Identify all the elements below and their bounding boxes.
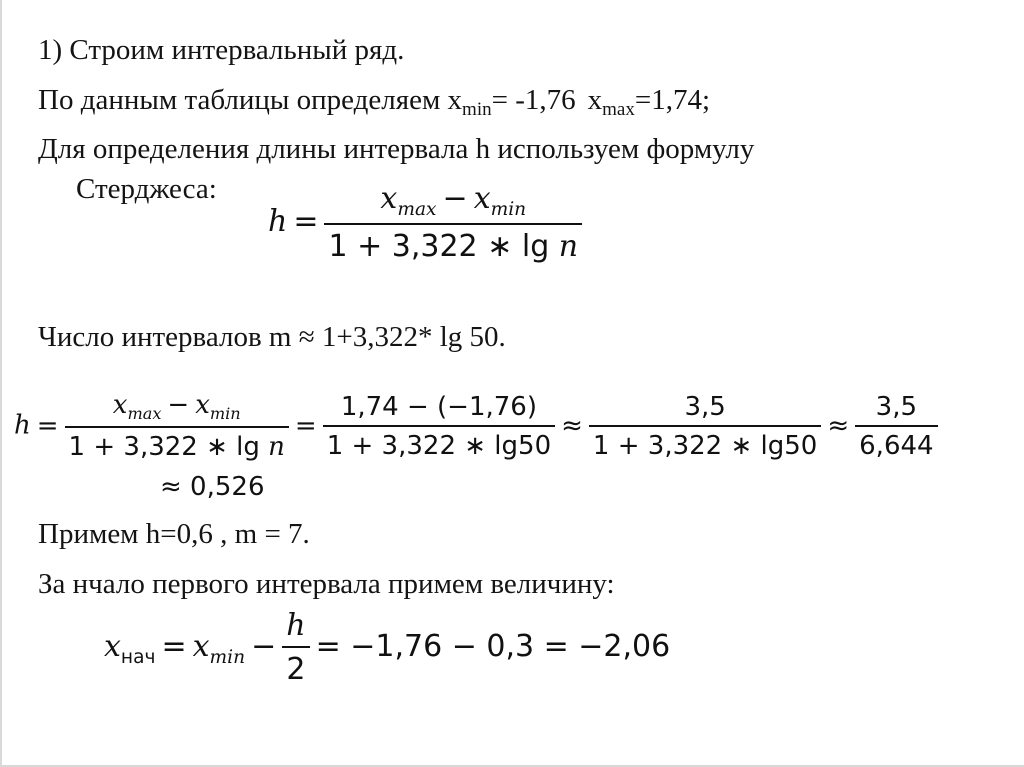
- fraction-bar: [589, 425, 821, 427]
- start-value-formula: [104, 608, 676, 687]
- minus-sign: −: [167, 390, 190, 420]
- min-subscript: min: [209, 647, 246, 669]
- sturges-label: Стерджеса:: [76, 173, 217, 205]
- interval-count-text: Число интервалов m ≈ 1+3,322* lg 50.: [38, 321, 506, 353]
- x-symbol: x: [473, 181, 491, 216]
- min-value: = -1,76: [491, 84, 576, 116]
- max-subscript: max: [602, 99, 635, 120]
- fraction-numerator: h: [286, 608, 306, 643]
- fraction-denominator: 1 + 3,322 ∗ lg50: [326, 430, 552, 461]
- max-subscript: max: [127, 404, 162, 424]
- minus-sign: −: [251, 629, 277, 664]
- accepted-values-text: Примем h=0,6 , m = 7.: [38, 518, 310, 550]
- max-value: =1,74;: [634, 84, 711, 116]
- x-symbol: x: [195, 390, 210, 420]
- fraction-bar: [65, 426, 289, 428]
- first-interval-text: За нчало первого интервала примем величину:: [38, 568, 615, 600]
- x-symbol: x: [112, 390, 128, 420]
- max-subscript: max: [397, 199, 437, 221]
- fraction-denominator: 6,644: [859, 430, 934, 461]
- fraction-bar: [323, 425, 555, 427]
- fraction-bar: [324, 223, 582, 225]
- final-fraction: [855, 392, 937, 461]
- n-symbol: n: [268, 432, 285, 463]
- min-max-prefix: По данным таблицы определяем x: [38, 84, 463, 116]
- x-symbol: x: [192, 629, 210, 664]
- general-fraction: [65, 390, 289, 462]
- equals-sign: =: [293, 204, 319, 240]
- result-expression: = −1,76 − 0,3 = −2,06: [315, 629, 671, 664]
- fraction-denominator: [65, 432, 289, 462]
- fraction-denominator: 1 + 3,322 ∗ lg50: [592, 430, 818, 461]
- n-symbol: n: [558, 229, 579, 265]
- fraction-numerator: 3,5: [684, 391, 726, 422]
- denominator-text: 1 + 3,322 ∗ lg: [328, 229, 550, 265]
- equals-sign: =: [36, 410, 59, 441]
- x-symbol: x: [380, 181, 398, 216]
- equals-sign: =: [161, 629, 187, 664]
- max-x: x: [587, 84, 603, 116]
- h-symbol: h: [14, 410, 31, 441]
- fraction-numerator: 3,5: [875, 391, 918, 422]
- min-subscript: min: [490, 199, 527, 221]
- h-computation: [14, 390, 938, 462]
- half-h-fraction: [282, 608, 309, 687]
- step-heading: 1) Строим интервальный ряд.: [38, 34, 405, 66]
- equals-sign: =: [294, 410, 317, 441]
- x-symbol: x: [104, 629, 121, 664]
- sturges-formula: [268, 181, 582, 264]
- approx-sign: ≈: [561, 410, 583, 441]
- start-subscript: нач: [120, 647, 156, 669]
- h-result: ≈ 0,526: [160, 472, 265, 502]
- denominator-text: 1 + 3,322 ∗ lg: [68, 432, 260, 463]
- fraction-denominator: 2: [286, 652, 306, 687]
- fraction-numerator: 1,74 − (−1,76): [340, 391, 537, 422]
- fraction-numerator: [376, 181, 530, 220]
- slide-left-edge: [0, 0, 2, 767]
- fraction-numerator: [109, 390, 245, 423]
- h-symbol: h: [268, 204, 288, 240]
- minus-sign: −: [442, 181, 468, 216]
- interval-length-text: Для определения длины интервала h используем формулу: [38, 133, 755, 165]
- fraction-bar: [855, 425, 937, 427]
- min-subscript: min: [462, 99, 492, 120]
- fraction-bar: [282, 646, 309, 648]
- substituted-fraction: [323, 392, 555, 461]
- sturges-fraction: [324, 181, 582, 264]
- min-max-line: [38, 83, 710, 127]
- min-subscript: min: [209, 404, 241, 424]
- approx-sign: ≈: [827, 410, 850, 441]
- fraction-denominator: [324, 229, 582, 264]
- simplified-fraction: [589, 392, 821, 461]
